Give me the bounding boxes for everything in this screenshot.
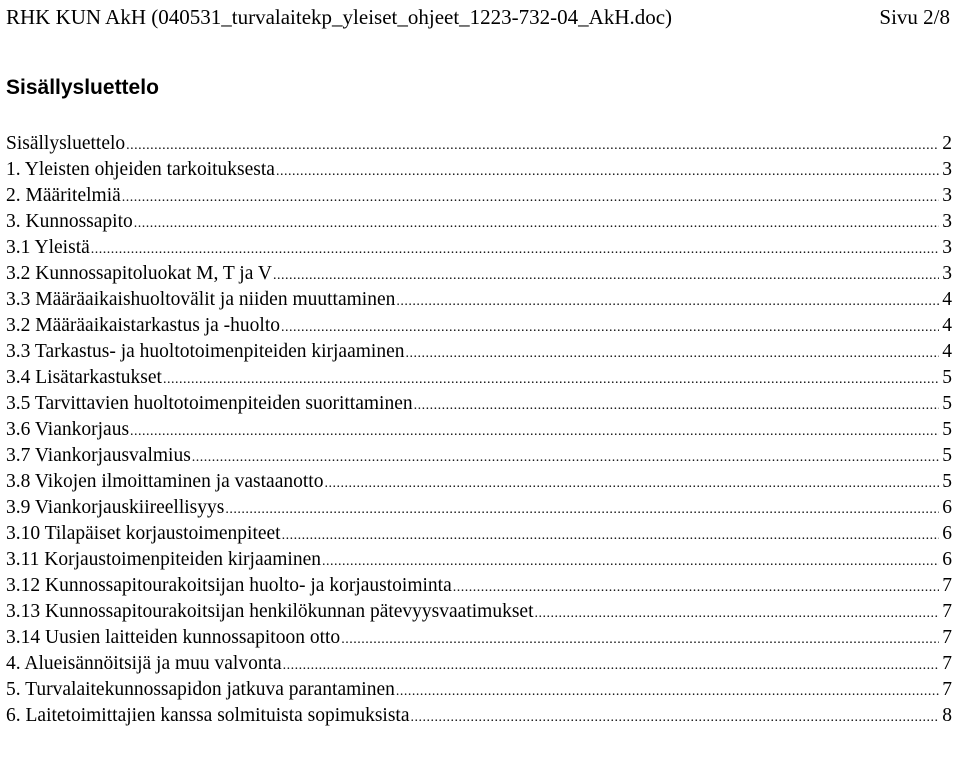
toc-dot-leader xyxy=(396,289,939,315)
toc-entry[interactable] xyxy=(6,287,952,313)
document-filename: RHK KUN AkH (040531_turvalaitekp_yleiset_ohjeet_1223-732-04_AkH.doc) xyxy=(6,4,673,29)
toc-entry-title[interactable]: 3.8 Vikojen ilmoittaminen ja vastaanotto xyxy=(6,471,324,492)
toc-entry-page-number[interactable]: 5 xyxy=(942,393,952,414)
toc-entry-page-number[interactable]: 4 xyxy=(942,289,952,310)
toc-entry[interactable] xyxy=(6,443,952,469)
toc-entry-page-number[interactable]: 5 xyxy=(942,471,952,492)
toc-heading: Sisällysluettelo xyxy=(6,76,159,99)
toc-entry-page-number[interactable]: 3 xyxy=(942,159,952,180)
toc-entry-title[interactable]: 3.10 Tilapäiset korjaustoimenpiteet xyxy=(6,523,281,544)
toc-entry-page-number[interactable]: 5 xyxy=(942,419,952,440)
toc-entry[interactable] xyxy=(6,521,952,547)
toc-entry[interactable] xyxy=(6,703,952,729)
toc-dot-leader xyxy=(225,497,939,523)
toc-entry-page-number[interactable]: 6 xyxy=(942,497,952,518)
toc-entry-title[interactable]: 6. Laitetoimittajien kanssa solmituista sopimuksista xyxy=(6,705,410,726)
toc-entry[interactable] xyxy=(6,547,952,573)
toc-dot-leader xyxy=(122,185,939,211)
toc-entry-title[interactable]: 3.6 Viankorjaus xyxy=(6,419,130,440)
toc-entry-title[interactable]: 3.5 Tarvittavien huoltotoimenpiteiden suorittaminen xyxy=(6,393,413,414)
toc-entry[interactable] xyxy=(6,495,952,521)
toc-entry[interactable] xyxy=(6,573,952,599)
toc-dot-leader xyxy=(405,341,939,367)
toc-entry-page-number[interactable]: 3 xyxy=(942,211,952,232)
toc-entry-title[interactable]: 4. Alueisännöitsijä ja muu valvonta xyxy=(6,653,282,674)
toc-entry[interactable] xyxy=(6,261,952,287)
toc-entry[interactable] xyxy=(6,469,952,495)
toc-entry-title[interactable]: 3.11 Korjaustoimenpiteiden kirjaaminen xyxy=(6,549,321,570)
toc-dot-leader xyxy=(453,575,940,601)
toc-entry[interactable] xyxy=(6,625,952,651)
toc-entry-title[interactable]: 3.4 Lisätarkastukset xyxy=(6,367,162,388)
toc-entry-page-number[interactable]: 4 xyxy=(942,315,952,336)
toc-entry-page-number[interactable]: 3 xyxy=(942,237,952,258)
toc-dot-leader xyxy=(273,263,939,289)
toc-entry-title[interactable]: 1. Yleisten ohjeiden tarkoituksesta xyxy=(6,159,275,180)
toc-dot-leader xyxy=(130,419,939,445)
toc-entry[interactable] xyxy=(6,417,952,443)
toc-entry[interactable] xyxy=(6,313,952,339)
toc-entry-page-number[interactable]: 7 xyxy=(942,679,952,700)
toc-entry-title[interactable]: 5. Turvalaitekunnossapidon jatkuva parantaminen xyxy=(6,679,395,700)
toc-dot-leader xyxy=(324,471,939,497)
toc-dot-leader xyxy=(535,601,940,627)
table-of-contents xyxy=(6,131,952,729)
toc-entry[interactable] xyxy=(6,651,952,677)
toc-entry-page-number[interactable]: 3 xyxy=(942,263,952,284)
toc-dot-leader xyxy=(396,679,939,705)
toc-entry-page-number[interactable]: 7 xyxy=(942,653,952,674)
toc-dot-leader xyxy=(91,237,939,263)
toc-entry-title[interactable]: 3.13 Kunnossapitourakoitsijan henkilökunnan pätevyysvaatimukset xyxy=(6,601,534,622)
toc-entry[interactable] xyxy=(6,339,952,365)
page-header xyxy=(6,2,950,32)
toc-entry-title[interactable]: 3.3 Tarkastus- ja huoltotoimenpiteiden kirjaaminen xyxy=(6,341,405,362)
toc-dot-leader xyxy=(126,133,939,159)
toc-entry[interactable] xyxy=(6,365,952,391)
toc-dot-leader xyxy=(192,445,939,471)
toc-entry-title[interactable]: 3.2 Määräaikaistarkastus ja -huolto xyxy=(6,315,280,336)
toc-entry[interactable] xyxy=(6,131,952,157)
toc-dot-leader xyxy=(322,549,939,575)
toc-dot-leader xyxy=(282,523,940,549)
page-number-indicator: Sivu 2/8 xyxy=(879,4,950,29)
toc-entry-page-number[interactable]: 6 xyxy=(942,549,952,570)
toc-dot-leader xyxy=(341,627,939,653)
toc-entry[interactable] xyxy=(6,677,952,703)
toc-entry-title[interactable]: 3. Kunnossapito xyxy=(6,211,133,232)
toc-entry-title[interactable]: 3.2 Kunnossapitoluokat M, T ja V xyxy=(6,263,272,284)
toc-dot-leader xyxy=(281,315,939,341)
toc-entry[interactable] xyxy=(6,391,952,417)
toc-entry-page-number[interactable]: 7 xyxy=(942,627,952,648)
toc-entry-title[interactable]: Sisällysluettelo xyxy=(6,133,126,154)
toc-entry-title[interactable]: 3.12 Kunnossapitourakoitsijan huolto- ja korjaustoiminta xyxy=(6,575,452,596)
toc-entry[interactable] xyxy=(6,157,952,183)
toc-dot-leader xyxy=(163,367,939,393)
toc-entry-page-number[interactable]: 5 xyxy=(942,445,952,466)
toc-entry[interactable] xyxy=(6,235,952,261)
toc-entry-page-number[interactable]: 5 xyxy=(942,367,952,388)
toc-dot-leader xyxy=(134,211,940,237)
toc-entry-page-number[interactable]: 7 xyxy=(942,601,952,622)
toc-dot-leader xyxy=(414,393,940,419)
toc-entry-page-number[interactable]: 8 xyxy=(942,705,952,726)
toc-entry[interactable] xyxy=(6,183,952,209)
toc-entry-page-number[interactable]: 7 xyxy=(942,575,952,596)
toc-entry-page-number[interactable]: 3 xyxy=(942,185,952,206)
toc-entry-title[interactable]: 3.1 Yleistä xyxy=(6,237,90,258)
toc-dot-leader xyxy=(283,653,940,679)
toc-entry-page-number[interactable]: 4 xyxy=(942,341,952,362)
toc-entry[interactable] xyxy=(6,599,952,625)
toc-entry-title[interactable]: 3.9 Viankorjauskiireellisyys xyxy=(6,497,225,518)
toc-entry-page-number[interactable]: 2 xyxy=(942,133,952,154)
toc-entry-title[interactable]: 2. Määritelmiä xyxy=(6,185,121,206)
toc-entry[interactable] xyxy=(6,209,952,235)
toc-entry-title[interactable]: 3.3 Määräaikaishuoltovälit ja niiden muuttaminen xyxy=(6,289,396,310)
toc-dot-leader xyxy=(411,705,940,731)
toc-entry-title[interactable]: 3.7 Viankorjausvalmius xyxy=(6,445,191,466)
toc-entry-title[interactable]: 3.14 Uusien laitteiden kunnossapitoon otto xyxy=(6,627,341,648)
toc-entry-page-number[interactable]: 6 xyxy=(942,523,952,544)
toc-dot-leader xyxy=(276,159,939,185)
